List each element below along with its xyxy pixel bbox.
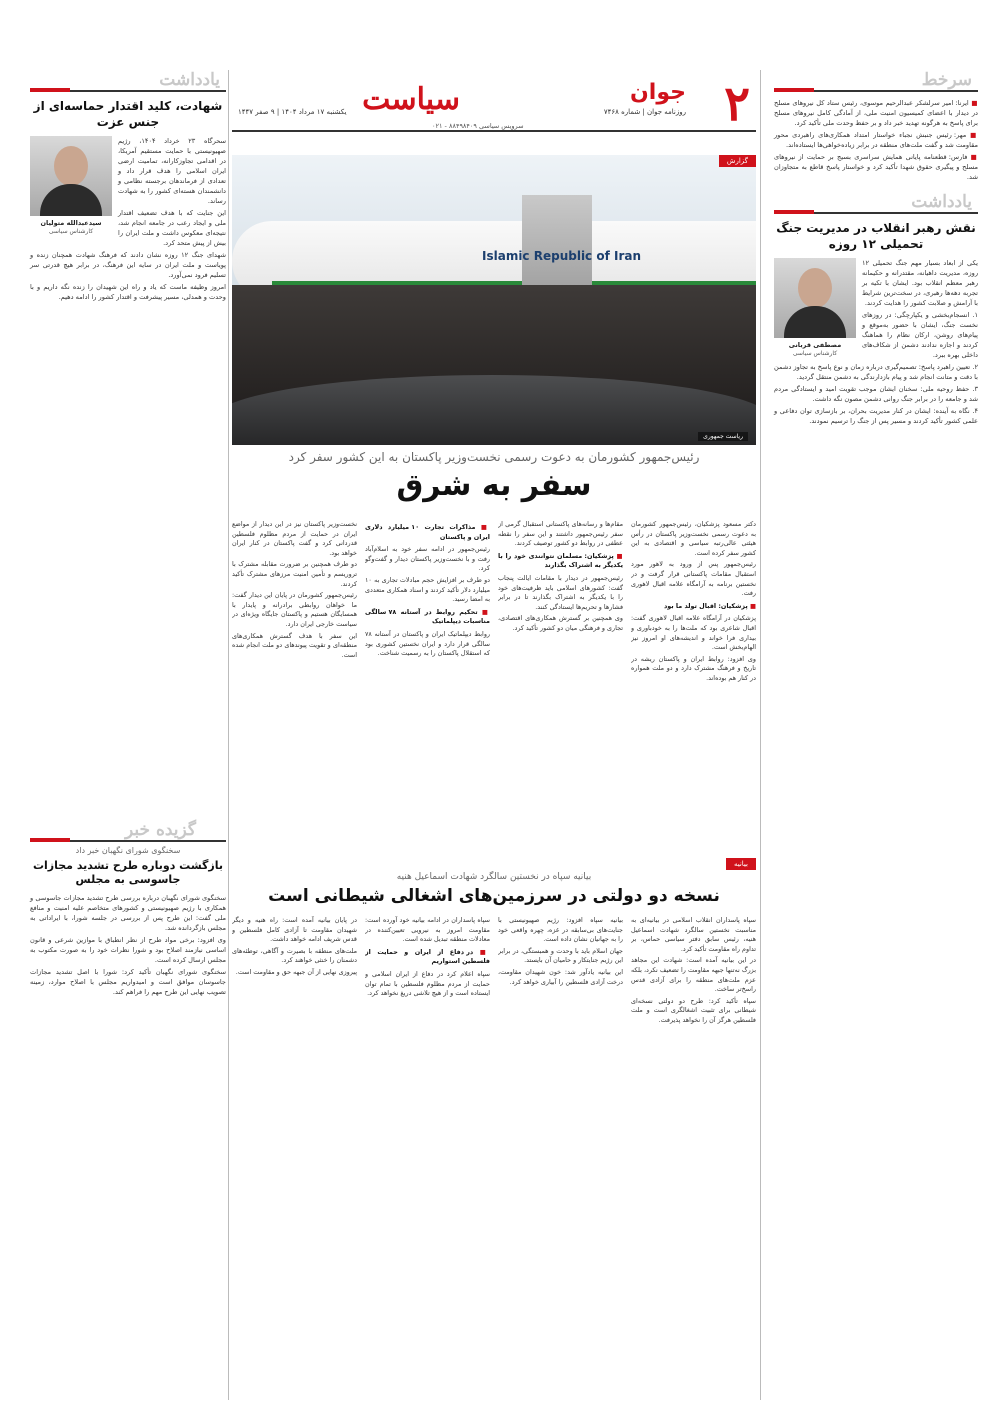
column-divider — [228, 70, 229, 1400]
paragraph: این بیانیه یادآور شد: خون شهیدان مقاومت، درخت آزادی فلسطین را آبیاری خواهد کرد. — [498, 967, 623, 986]
paragraph: بیانیه سپاه افزود: رژیم صهیونیستی با جنایت‌های بی‌سابقه در غزه، چهره واقعی خود را به جهانیان نشان داده است. — [498, 916, 623, 944]
paragraph: دو طرف بر افزایش حجم مبادلات تجاری به ۱۰ میلیارد دلار تأکید کردند و اسناد همکاری متعددی به امضا رسید. — [365, 575, 490, 604]
paragraph: سخنگوی شورای نگهبان درباره بررسی طرح تشدید مجازات جاسوسی و همکاری با رژیم صهیونیستی و کشورهای متخاصم علیه امنیت و منافع ملی گفت: این طرح پس از بررسی در جلسه شورا، با ایراداتی به مجلس بازگردانده شد. — [30, 894, 226, 932]
paragraph: جهان اسلام باید با وحدت و همبستگی، در برابر این رژیم جنایتکار و حامیان آن بایستد. — [498, 946, 623, 965]
paragraph: پزشکیان در آرامگاه علامه اقبال لاهوری گفت: اقبال شاعری بود که ملت‌ها را به خودباوری و بیداری فرا خواند و اندیشه‌های او امروز نیز الهام‌بخش است. — [631, 614, 756, 652]
report-tag: گزارش — [719, 155, 756, 167]
author-name: سیدعبدالله متولیان — [40, 219, 102, 227]
article-column — [631, 916, 756, 1396]
sarkhat-strip — [774, 70, 978, 92]
paragraph: ملت‌های منطقه با بصیرت و آگاهی، توطئه‌های دشمنان را خنثی خواهند کرد. — [232, 946, 357, 965]
section-title: سیاست — [362, 82, 460, 117]
paragraph: سپاه پاسداران در ادامه بیانیه خود آورده است: مقاومت امروز به نیرویی تعیین‌کننده در معادلات منطقه تبدیل شده است. — [365, 916, 490, 944]
paragraph: یکی از ابعاد بسیار مهم جنگ تحمیلی ۱۲ روزه، مدیریت داهیانه، مقتدرانه و حکیمانه رهبر معظم انقلاب بود. ایشان با تکیه بر تجربه دهه‌ها رهبری، در سخت‌ترین شرایط با آرامش و صلابت کشور را هدایت کردند. — [862, 259, 978, 307]
paragraph: وی همچنین بر گسترش همکاری‌های اقتصادی، تجاری و فرهنگی میان دو کشور تأکید کرد. — [498, 614, 623, 632]
bottom-headline: نسخه دو دولتی در سرزمین‌های اشغالی شیطانی است — [268, 886, 720, 906]
author-box — [30, 136, 112, 235]
statement-tag: بیانیه — [726, 858, 756, 870]
brand-name: جوان — [630, 80, 686, 105]
bottom-columns — [232, 916, 756, 1396]
author-role: کارشناس سیاسی — [48, 228, 94, 235]
car-roof-shape — [232, 375, 756, 445]
paragraph: این جنایت که با هدف تضعیف اقتدار ملی و ایجاد رعب در جامعه انجام شد، نتیجه‌ای معکوس داشت و ملت ایران را بیش از پیش متحد کرد. — [118, 209, 226, 247]
paragraph: سپاه پاسداران انقلاب اسلامی در بیانیه‌ای به مناسبت نخستین سالگرد شهادت اسماعیل هنیه، رئیس سابق دفتر سیاسی حماس، بر تداوم راه مقاومت تأکید کرد. — [631, 916, 756, 953]
strip-accent — [774, 210, 814, 214]
article-column — [365, 520, 490, 850]
paragraph: وی افزود: برخی مواد طرح از نظر انطباق با موازین شرعی و قانون اساسی نیازمند اصلاح بود و شورا نظرات خود را به صورت مکتوب به مجلس ارسال کرده است. — [30, 936, 226, 964]
brief-body — [30, 893, 226, 997]
article-column — [498, 520, 623, 850]
headline-area — [232, 448, 756, 509]
note-strip — [30, 70, 226, 92]
subheading: ■ پزشکیان: اقبال تولد ما بود — [631, 602, 756, 612]
article-column — [232, 520, 357, 850]
issue-info: روزنامه جوان | شماره ۷۴۶۸ — [603, 108, 686, 116]
author-role: کارشناس سیاسی — [792, 350, 838, 357]
news-item: ■ ایرنا: امیر سرلشکر عبدالرحیم موسوی، رئیس ستاد کل نیروهای مسلح در دیدار با اعضای کمیسیون امنیت ملی، از آمادگی کامل نیروهای مسلح برای پاسخ به هرگونه تهدید خبر داد و بر حفظ وحدت ملی تأکید کرد. — [774, 98, 978, 128]
paragraph: وی افزود: روابط ایران و پاکستان ریشه در تاریخ و فرهنگ مشترک دارد و دو ملت همواره در کنار هم بوده‌اند. — [631, 654, 756, 682]
paragraph: این سفر با هدف گسترش همکاری‌های منطقه‌ای و تقویت پیوندهای دو ملت انجام شده است. — [232, 631, 357, 659]
paragraph: رئیس‌جمهور کشورمان در پایان این دیدار گفت: ما خواهان روابطی برادرانه و پایدار با همسایگان هستیم و پاکستان جایگاه ویژه‌ای در سیاست خارجی ایران دارد. — [232, 591, 357, 628]
paragraph: رئیس‌جمهور در ادامه سفر خود به اسلام‌آباد رفت و با نخست‌وزیر پاکستان دیدار و گفت‌وگو کرد. — [365, 545, 490, 573]
paragraph: ۲. تعیین راهبرد پاسخ: تصمیم‌گیری درباره زمان و نوع پاسخ به تجاوز دشمن با دقت و متانت انجام شد و پیام بازدارندگی به دشمن منتقل گردید. — [774, 363, 978, 381]
note-strip — [774, 192, 978, 214]
subheading: ■ تحکیم روابط در آستانه ۷۸ سالگی مناسبات دیپلماتیک — [365, 608, 490, 627]
note-title: شهادت، کلید اقتدار حماسه‌ای از جنس عزت — [33, 99, 223, 129]
author-box — [774, 258, 856, 357]
strip-accent — [774, 88, 814, 92]
column-divider — [760, 70, 761, 1400]
paragraph: ۱. انسجام‌بخشی و یکپارچگی: در روزهای نخست جنگ، ایشان با حضور به‌موقع و پیام‌های روشن، ارکان نظام را هماهنگ کردند و اجازه ندادند دشمن از شکاف‌های داخلی بهره ببرد. — [862, 311, 978, 359]
author-photo — [30, 136, 112, 216]
right-column — [774, 70, 978, 428]
main-photo — [232, 155, 756, 445]
article-column — [232, 916, 357, 1396]
paragraph: سحرگاه ۲۳ خرداد ۱۴۰۴، رژیم صهیونیستی با حمایت مستقیم آمریکا، در اقدامی تجاوزکارانه، تمامیت ارضی ایران اسلامی را هدف قرار داد و تعدادی از فرماندهان برجسته نظامی و دانشمندان هسته‌ای کشور را به شهادت رساند. — [118, 137, 226, 205]
article-column — [365, 916, 490, 1396]
issue-date: یکشنبه ۱۷ مرداد ۱۴۰۴ | ۹ صفر ۱۴۴۷ — [238, 108, 347, 116]
paragraph: امروز وظیفه ماست که یاد و راه این شهیدان را زنده نگه داریم و با وحدت و همدلی، مسیر پیشرفت و اقتدار کشور را ادامه دهیم. — [30, 283, 226, 301]
service-phone: سرویس سیاسی ۸۸۴۹۸۴۰۹ - ۰۲۱ — [432, 122, 524, 130]
page-number: ۲ — [724, 76, 750, 132]
subheading: ■ در دفاع از ایران و حمایت از فلسطین استواریم — [365, 948, 490, 967]
masthead — [232, 76, 756, 132]
paragraph: ۴. نگاه به آینده: ایشان در کنار مدیریت بحران، بر بازسازی توان دفاعی و علمی کشور تأکید کردند و مسیر پس از جنگ را ترسیم نمودند. — [774, 407, 978, 425]
paragraph: پیروزی نهایی از آن جبهه حق و مقاومت است. — [235, 967, 357, 976]
paragraph: نخست‌وزیر پاکستان نیز در این دیدار از مواضع ایران در حمایت از مردم مظلوم فلسطین قدردانی کرد و گفت پاکستان در کنار ایران خواهد بود. — [232, 520, 357, 557]
author-photo — [774, 258, 856, 338]
left-column — [30, 70, 226, 304]
paragraph: دو طرف همچنین بر ضرورت مقابله مشترک با تروریسم و تأمین امنیت مرزهای مشترک تأکید کردند. — [232, 560, 357, 588]
paragraph: روابط دیپلماتیک ایران و پاکستان در آستانه ۷۸ سالگی قرار دارد و ایران نخستین کشوری بود که استقلال پاکستان را به رسمیت شناخت. — [365, 629, 490, 658]
brief-strip — [30, 820, 226, 842]
paragraph: سپاه تأکید کرد: طرح دو دولتی نسخه‌ای شیطانی برای تثبیت اشغالگری است و ملت فلسطین هرگز آن را نخواهد پذیرفت. — [631, 996, 756, 1024]
paragraph: سپاه اعلام کرد در دفاع از ایران اسلامی و حمایت از مردم مظلوم فلسطین با تمام توان ایستاده است و از هیچ تلاشی دریغ نخواهد کرد. — [365, 969, 490, 998]
paragraph: رئیس‌جمهور پس از ورود به لاهور مورد استقبال مقامات پاکستانی قرار گرفت و در نخستین برنامه به آرامگاه علامه اقبال لاهوری رفت. — [631, 560, 756, 598]
author-name: مصطفی قربانی — [788, 341, 842, 349]
subheading: ■ پزشکیان: مسلمان نتوانندی خود را با یکدیگر به اشتراک بگذارند — [498, 552, 623, 571]
bottom-kicker: بیانیه سپاه در نخستین سالگرد شهادت اسماعیل هنیه — [396, 872, 592, 882]
paragraph: دکتر مسعود پزشکیان، رئیس‌جمهور کشورمان به دعوت رسمی نخست‌وزیر پاکستان در رأس هیئتی عالی‌رتبه سیاسی و اقتصادی به این کشور سفر کرده است. — [631, 520, 756, 557]
main-article — [232, 520, 756, 850]
news-item: ■ فارس: قطعنامه پایانی همایش سراسری بسیج بر حمایت از نیروهای مسلح و پیگیری حقوق شهدا تأکید کرد و خواستار پاسخ قاطع به متجاوزان شد. — [774, 152, 978, 182]
news-item: ■ مهر: رئیس جنبش نجباء خواستار امتداد همکاری‌های راهبردی محور مقاومت شد و گفت ملت‌های منطقه در برابر زیاده‌خواهی‌ها ایستاده‌اند. — [774, 130, 978, 150]
news-briefs — [774, 98, 978, 182]
plane-livery-text: Islamic Republic of Iran — [482, 249, 642, 263]
headline-kicker: رئیس‌جمهور کشورمان به دعوت رسمی نخست‌وزیر پاکستان به این کشور سفر کرد — [288, 450, 700, 464]
paragraph: در پایان بیانیه آمده است: راه هنیه و دیگر شهیدان مقاومت تا آزادی کامل فلسطین و قدس شریف ادامه خواهد داشت. — [232, 916, 357, 944]
strip-label: یادداشت — [911, 192, 972, 212]
subheading: ■ مذاکرات تجارت ۱۰ میلیارد دلاری ایران و پاکستان — [365, 523, 490, 542]
news-brief-box — [30, 820, 226, 999]
paragraph: رئیس‌جمهور در دیدار با مقامات ایالت پنجاب گفت: کشورهای اسلامی باید ظرفیت‌های خود را با یکدیگر به اشتراک بگذارند تا در برابر فشارها و تحریم‌ها ایستادگی کنند. — [498, 573, 623, 611]
article-column — [631, 520, 756, 850]
paragraph: شهدای جنگ ۱۲ روزه نشان دادند که فرهنگ شهادت همچنان زنده و پویاست و ملت ایران در سایه این فرهنگ، در برابر هیچ قدرتی سر تسلیم فرود نمی‌آورد. — [30, 251, 226, 279]
strip-label: یادداشت — [159, 70, 220, 90]
article-column — [498, 916, 623, 1396]
paragraph: در این بیانیه آمده است: شهادت این مجاهد بزرگ نه‌تنها جبهه مقاومت را تضعیف نکرد، بلکه عزم ملت‌های منطقه را برای آزادی قدس راسخ‌تر ساخت. — [631, 956, 756, 994]
paragraph: مقام‌ها و رسانه‌های پاکستانی استقبال گرمی از سفر رئیس‌جمهور داشتند و این سفر را نقطه عطفی در روابط دو کشور توصیف کردند. — [498, 520, 623, 548]
photo-credit: ریاست جمهوری — [698, 432, 748, 441]
paragraph: سخنگوی شورای نگهبان تأکید کرد: شورا با اصل تشدید مجازات جاسوسان موافق است و امیدواریم مجلس با اصلاح موارد، زمینه تصویب نهایی این طرح مهم را فراهم کند. — [30, 968, 226, 996]
paragraph: ۳. حفظ روحیه ملی: سخنان ایشان موجب تقویت امید و ایستادگی مردم شد و جامعه را در برابر جنگ روانی دشمن مصون نگه داشت. — [774, 385, 978, 403]
strip-label: سرخط — [921, 70, 972, 90]
note-title: نقش رهبر انقلاب در مدیریت جنگ تحمیلی ۱۲ روزه — [776, 221, 976, 251]
brief-title: بازگشت دوباره طرح تشدید مجازات جاسوسی به مجلس — [32, 859, 224, 886]
strip-accent — [30, 838, 70, 842]
bottom-article — [232, 858, 756, 1398]
main-headline: سفر به شرق — [396, 468, 592, 503]
strip-accent — [30, 88, 70, 92]
brief-kicker: سخنگوی شورای نگهبان خبر داد — [75, 846, 181, 855]
strip-label: گزیده خبر — [125, 820, 196, 840]
